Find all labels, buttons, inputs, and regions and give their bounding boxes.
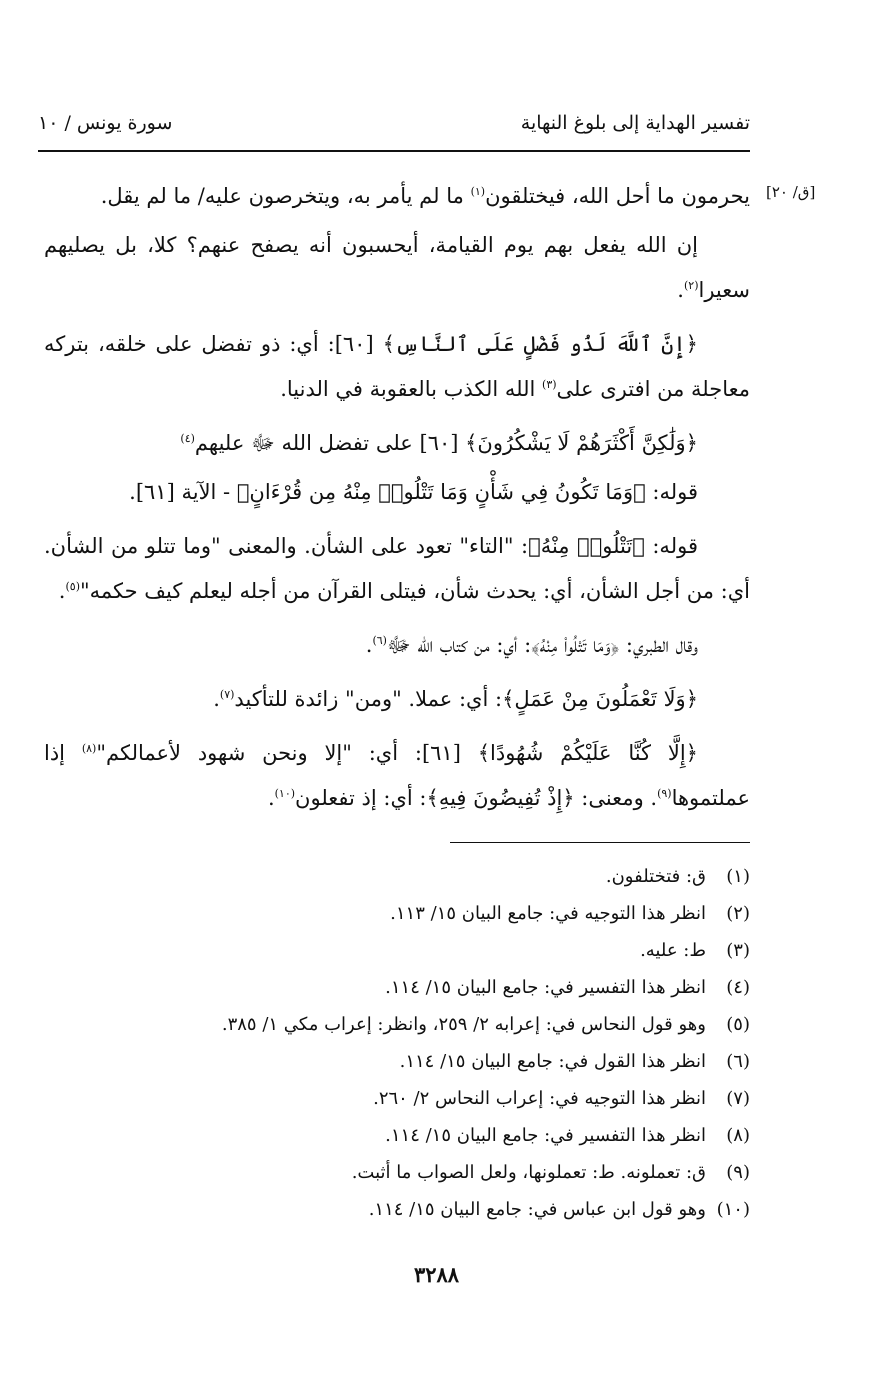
text-span: : أي: إذ تفعلون bbox=[295, 786, 427, 810]
quran-verse: ﴿إِنَّ ٱللَّهَ لَذُو فَضْلٍ عَلَى ٱلنَّاسِ﴾ bbox=[382, 332, 698, 356]
paragraph-9 bbox=[44, 731, 750, 821]
book-title: تفسير الهداية إلى بلوغ النهاية bbox=[520, 112, 750, 134]
footnote-ref: (٩) bbox=[657, 787, 672, 800]
quran-verse: ﴿إِلَّا كُنَّا عَلَيْكُمْ شُهُودًا﴾ bbox=[477, 741, 698, 765]
footnote-item bbox=[150, 1006, 750, 1043]
footnote-text: انظر هذا التوجيه في: جامع البيان ١٥/ ١١٣. bbox=[390, 903, 706, 924]
text-span: : أي: من كتاب الله ﷻ bbox=[386, 633, 532, 657]
footnote-item bbox=[150, 969, 750, 1006]
quran-verse: ﴿وَمَا تَكُونُ فِي شَأْنٍ وَمَا تَتْلُوا۟ مِنْهُ مِن قُرْءَانٍ﴾ bbox=[236, 480, 646, 504]
footnote-text: ط: عليه. bbox=[640, 940, 706, 961]
footnote-number: (١) bbox=[726, 866, 750, 887]
footnote-number: (٤) bbox=[726, 977, 750, 998]
text-span: يحرمون ما أحل الله، فيختلقون bbox=[485, 184, 750, 208]
manuscript-marker: [ق/ ٢٠] bbox=[766, 183, 816, 201]
footnote-ref: (٤) bbox=[180, 432, 195, 445]
quran-verse: ﴿وَلَا تَعْمَلُونَ مِنْ عَمَلٍ﴾ bbox=[502, 687, 698, 711]
text-span: . bbox=[58, 579, 66, 603]
footnote-text: انظر هذا التوجيه في: إعراب النحاس ٢/ ٢٦٠. bbox=[373, 1088, 706, 1109]
footnote-number: (٣) bbox=[726, 940, 750, 961]
footnote-text: ق: تعملونه. ط: تعملونها، ولعل الصواب ما أثبت. bbox=[351, 1162, 706, 1183]
footnote-number: (١٠) bbox=[716, 1199, 750, 1220]
text-span: : "التاء" تعود على الشأن. والمعنى "وما تتلو من الشأن. أي: من أجل الشأن، أي: يحدث شأن، فيتلى القرآن من أجله ليعلم كيف حكمه" bbox=[44, 534, 750, 603]
footnote-ref: (٧) bbox=[219, 688, 235, 701]
text-span: . bbox=[677, 278, 684, 302]
footnote-text: ق: فتختلفون. bbox=[605, 866, 706, 887]
paragraph-5 bbox=[44, 470, 750, 515]
text-span: . bbox=[267, 786, 275, 810]
text-span: إن الله يفعل بهم يوم القيامة، أيحسبون أنه يصفح عنهم؟ كلا، بل يصليهم سعيرا bbox=[44, 233, 750, 302]
footnote-number: (٦) bbox=[726, 1051, 750, 1072]
quran-verse: ﴿تَتْلُوا۟ مِنْهُ﴾ bbox=[528, 534, 645, 558]
footnote-ref: (١) bbox=[470, 185, 486, 198]
footnote-item bbox=[150, 1191, 750, 1228]
footnote-text: انظر هذا التفسير في: جامع البيان ١٥/ ١١٤. bbox=[385, 977, 706, 998]
footnote-text: وهو قول النحاس في: إعرابه ٢/ ٢٥٩، وانظر: إعراب مكي ١/ ٣٨٥. bbox=[221, 1014, 706, 1035]
text-span: الله الكذب بالعقوبة في الدنيا. bbox=[280, 377, 543, 401]
text-span: . bbox=[365, 633, 373, 657]
text-span: ما لم يأمر به، ويتخرصون عليه/ ما لم يقل. bbox=[100, 184, 471, 208]
footnote-item bbox=[150, 932, 750, 969]
paragraph-6 bbox=[44, 524, 750, 614]
footnote-number: (٧) bbox=[726, 1088, 750, 1109]
footnote-text: انظر هذا القول في: جامع البيان ١٥/ ١١٤. bbox=[399, 1051, 706, 1072]
text-span: [٦١]: أي: "إلا ونحن شهود لأعمالكم" bbox=[96, 741, 478, 765]
footnote-separator bbox=[450, 842, 750, 843]
text-span: [٦٠]: أي: ذو تفضل على خلقه، بتركه معاجلة من افترى على bbox=[44, 332, 750, 401]
footnote-number: (٢) bbox=[726, 903, 750, 924]
text-span: : أي: عملا. "ومن" زائدة للتأكيد bbox=[234, 687, 503, 711]
footnote-item bbox=[150, 1154, 750, 1191]
quran-verse: ﴿إِذْ تُفِيضُونَ فِيهِ﴾ bbox=[426, 786, 575, 810]
footnote-ref: (١٠) bbox=[274, 787, 296, 800]
page-number: ٣٢٨٨ bbox=[413, 1262, 460, 1287]
text-span: - الآية [٦١]. bbox=[129, 480, 237, 504]
text-span: [٦٠] على تفضل الله ﷻ عليهم bbox=[194, 431, 466, 455]
running-header bbox=[38, 112, 750, 146]
paragraph-4 bbox=[44, 421, 750, 466]
text-span: إذا عملتموها bbox=[44, 741, 750, 810]
header-rule bbox=[38, 150, 750, 152]
footnote-ref: (٢) bbox=[683, 279, 699, 292]
quran-verse: ﴿وَلَٰكِنَّ أَكْثَرَهُمْ لَا يَشْكُرُونَ﴾ bbox=[465, 431, 698, 455]
footnote-ref: (٥) bbox=[65, 580, 80, 593]
text-span: وقال الطبري: bbox=[619, 633, 698, 657]
paragraph-7 bbox=[44, 623, 750, 668]
footnote-number: (٨) bbox=[726, 1125, 750, 1146]
footnote-ref: (٨) bbox=[81, 742, 97, 755]
paragraph-1 bbox=[44, 174, 750, 219]
footnote-ref: (٣) bbox=[542, 378, 557, 391]
paragraph-2 bbox=[44, 223, 750, 313]
footnote-item bbox=[150, 895, 750, 932]
footnote-item bbox=[150, 1080, 750, 1117]
surah-label: سورة يونس / ١٠ bbox=[38, 112, 173, 134]
footnote-text: انظر هذا التفسير في: جامع البيان ١٥/ ١١٤. bbox=[385, 1125, 706, 1146]
text-span: . bbox=[213, 687, 220, 711]
footnote-number: (٩) bbox=[726, 1162, 750, 1183]
paragraph-8 bbox=[44, 677, 750, 722]
footnotes bbox=[150, 858, 750, 1228]
paragraph-3 bbox=[44, 322, 750, 412]
footnote-item bbox=[150, 858, 750, 895]
footnote-ref: (٦) bbox=[372, 634, 387, 647]
quran-verse: ﴿وَمَا تَتْلُوا۟ مِنْهُ﴾ bbox=[531, 633, 620, 657]
text-span: . ومعنى: bbox=[574, 786, 658, 810]
main-text bbox=[44, 174, 750, 825]
footnote-text: وهو قول ابن عباس في: جامع البيان ١٥/ ١١٤. bbox=[368, 1199, 706, 1220]
text-span: قوله: bbox=[645, 480, 698, 504]
footnote-item bbox=[150, 1117, 750, 1154]
footnote-item bbox=[150, 1043, 750, 1080]
footnote-number: (٥) bbox=[726, 1014, 750, 1035]
text-span: قوله: bbox=[644, 534, 698, 558]
